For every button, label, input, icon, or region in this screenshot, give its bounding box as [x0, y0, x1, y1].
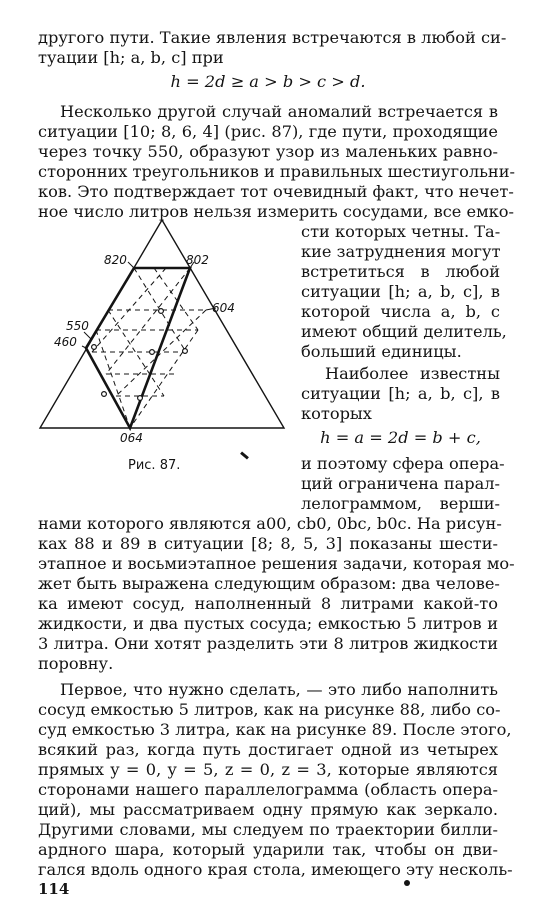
label-460: 460 — [54, 335, 77, 349]
text-line: и поэтому сфера опера- — [301, 454, 505, 473]
text-line: жидкости, и два пустых сосуда; емкостью 5 литров и — [38, 614, 498, 633]
text-line: Первое, что нужно сделать, — это либо наполнить — [60, 680, 498, 699]
text-line: ков. Это подтверждает тот очевидный факт, что нечет- — [38, 182, 514, 201]
text-line: ций), мы рассматриваем одну прямую как зеркало. — [38, 800, 498, 819]
label-820: 820 — [104, 253, 127, 267]
text-line: ное число литров нельзя измерить сосудами, все емко- — [38, 202, 514, 221]
text-line: этапное и восьмиэтапное решения задачи, которая мо- — [38, 554, 515, 573]
label-064: 064 — [120, 431, 143, 445]
dashed-paths — [92, 268, 206, 428]
label-550: 550 — [66, 319, 89, 333]
text-line: ситуации [10; 8, 6, 4] (рис. 87), где пути, проходящие — [38, 122, 498, 141]
label-604: 604 — [212, 301, 235, 315]
ink-dot — [404, 880, 410, 886]
page-number: 114 — [38, 880, 70, 898]
ink-mark — [240, 451, 249, 459]
text-line: ка имеют сосуд, наполненный 8 литрами какой-то — [38, 594, 498, 613]
text-line: ситуации [h; a, b, c], в — [301, 282, 500, 301]
text-line: ках 88 и 89 в ситуации [8; 8, 5, 3] показаны шести- — [38, 534, 498, 553]
text-line: кие затруднения могут — [301, 242, 501, 261]
text-line: прямых y = 0, y = 5, z = 0, z = 3, которые являются — [38, 760, 498, 779]
text-line: которых — [301, 404, 372, 423]
text-line: Другими словами, мы следуем по траектории билли- — [38, 820, 498, 839]
operation-parallelogram — [86, 268, 190, 428]
formula: h = a = 2d = b + c, — [320, 428, 481, 447]
text-line: имеют общий делитель, — [301, 322, 507, 341]
text-line: ардного шара, который ударили так, чтобы он дви- — [38, 840, 498, 859]
label-802: 802 — [186, 253, 209, 267]
text-line: Наиболее известны — [325, 364, 500, 383]
figure-87-triangle-diagram — [36, 212, 298, 452]
text-line: сторонами нашего параллелограмма (область опера- — [38, 780, 498, 799]
text-line: 3 литра. Они хотят разделить эти 8 литров жидкости — [38, 634, 498, 653]
text-line: гался вдоль одного края стола, имеющего эту несколь- — [38, 860, 513, 879]
label-leaders — [82, 262, 216, 348]
text-line: сторонних треугольников и правильных шестиугольни- — [38, 162, 515, 181]
text-line: больший единицы. — [301, 342, 462, 361]
text-line: которой числа a, b, c — [301, 302, 500, 321]
text-line: встретиться в любой — [301, 262, 500, 281]
text-line: ситуации [h; a, b, c], в — [301, 384, 500, 403]
text-line: лелограммом, верши- — [301, 494, 500, 513]
text-line: туации [h; a, b, c] при — [38, 48, 224, 67]
text-line: сти которых четны. Та- — [301, 222, 501, 241]
text-line: всякий раз, когда путь достигает одной из четырех — [38, 740, 498, 759]
text-line: сосуд емкостью 5 литров, как на рисунке 88, либо со- — [38, 700, 501, 719]
formula: h = 2d ≥ a > b > c > d. — [170, 72, 366, 91]
text-line: ций ограничена парал- — [301, 474, 501, 493]
text-line: нами которого являются a00, cb0, 0bc, b0c. На рисун- — [38, 514, 502, 533]
text-line: суд емкостью 3 литра, как на рисунке 89. После этого, — [38, 720, 512, 739]
text-line: через точку 550, образуют узор из маленьких равно- — [38, 142, 498, 161]
text-line: поровну. — [38, 654, 114, 673]
text-line: жет быть выражена следующим образом: два челове- — [38, 574, 500, 593]
text-line: другого пути. Такие явления встречаются в любой си- — [38, 28, 507, 47]
text-line: Несколько другой случай аномалий встречается в — [60, 102, 498, 121]
figure-caption: Рис. 87. — [128, 458, 181, 473]
